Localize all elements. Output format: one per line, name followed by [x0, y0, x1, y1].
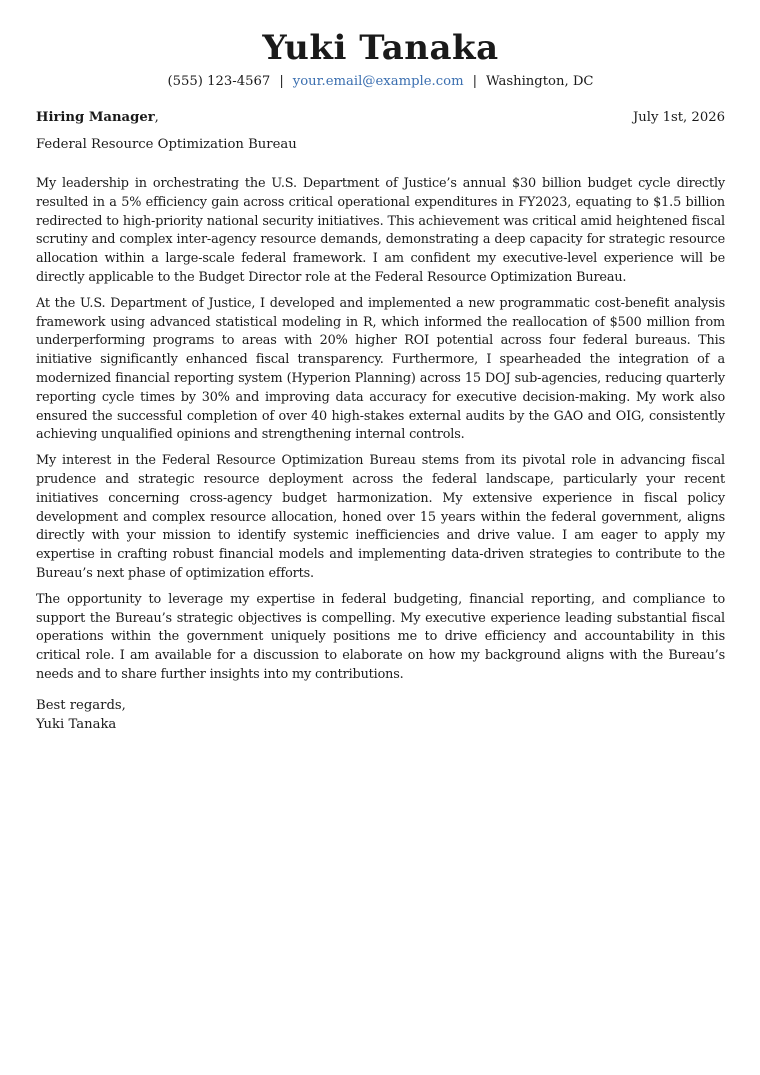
contact-separator: | [279, 74, 284, 89]
body-paragraph: At the U.S. Department of Justice, I developed and implemented a new programmatic cost-benefit analysis framework using advanced statistical modeling in R, which informed the reallocation of $500 million from underperforming programs to areas with 20% higher ROI potential across four federal bureaus. This initiative significantly enhanced fiscal transparency. Furthermore, I spearheaded the integration of a modernized financial reporting system (Hyperion Planning) across 15 DOJ sub-agencies, reducing quarterly reporting cycle times by 30% and improving data accuracy for executive decision-making. My work also ensured the successful completion of over 40 high-stakes external audits by the GAO and OIG, consistently achieving unqualified opinions and strengthening internal controls. [36, 295, 725, 443]
body-paragraph: My interest in the Federal Resource Optimization Bureau stems from its pivotal role in advancing fiscal prudence and strategic resource deployment across the federal landscape, particularly your recent initiatives concerning cross-agency budget harmonization. My extensive experience in fiscal policy development and complex resource allocation, honed over 15 years within the federal government, aligns directly with your mission to identify systemic inefficiencies and drive value. I am eager to apply my expertise in crafting robust financial models and implementing data-driven strategies to contribute to the Bureau’s next phase of optimization efforts. [36, 453, 725, 581]
contact-separator: | [472, 74, 478, 89]
phone-number: (555) 123-4567 [167, 74, 271, 89]
recipient-greeting [36, 109, 159, 127]
closing-salutation: Best regards, [36, 697, 126, 713]
body-paragraph: My leadership in orchestrating the U.S. Department of Justice’s annual $30 billion budget cycle directly resulted in a 5% efficiency gain across critical operational expenditures in FY2023, equating to $1.5 billion redirected to high-priority national security initiatives. This achievement was critical amid heightened fiscal scrutiny and complex inter-agency resource demands, demonstrating a deep capacity for strategic resource allocation within a large-scale federal framework. I am confident my executive-level experience will be directly applicable to the Budget Director role at the Federal Resource Optimization Bureau. [36, 176, 725, 285]
recipient-date-row [36, 109, 725, 127]
email-link[interactable]: your.email@example.com [292, 74, 464, 89]
body-paragraph: The opportunity to leverage my expertise in federal budgeting, financial reporting, and compliance to support the Bureau’s strategic objectives is compelling. My executive experience leading substantial fiscal operations within the government uniquely positions me to drive efficiency and accountability in this critical role. I am available for a discussion to elaborate on how my background aligns with the Bureau’s needs and to share further insights into my contributions. [36, 591, 725, 682]
letter-date: July 1st, 2026 [632, 110, 725, 125]
contact-line [36, 73, 725, 91]
applicant-name: Yuki Tanaka [262, 28, 499, 68]
signature-name: Yuki Tanaka [36, 716, 117, 732]
recipient-organization: Federal Resource Optimization Bureau [36, 137, 297, 152]
letter-closing [36, 696, 725, 734]
letter-body [36, 175, 725, 685]
cover-letter-page [36, 28, 725, 734]
location: Washington, DC [486, 74, 594, 89]
recipient-name: Hiring Manager [36, 110, 155, 125]
recipient-name-suffix: , [154, 110, 159, 125]
